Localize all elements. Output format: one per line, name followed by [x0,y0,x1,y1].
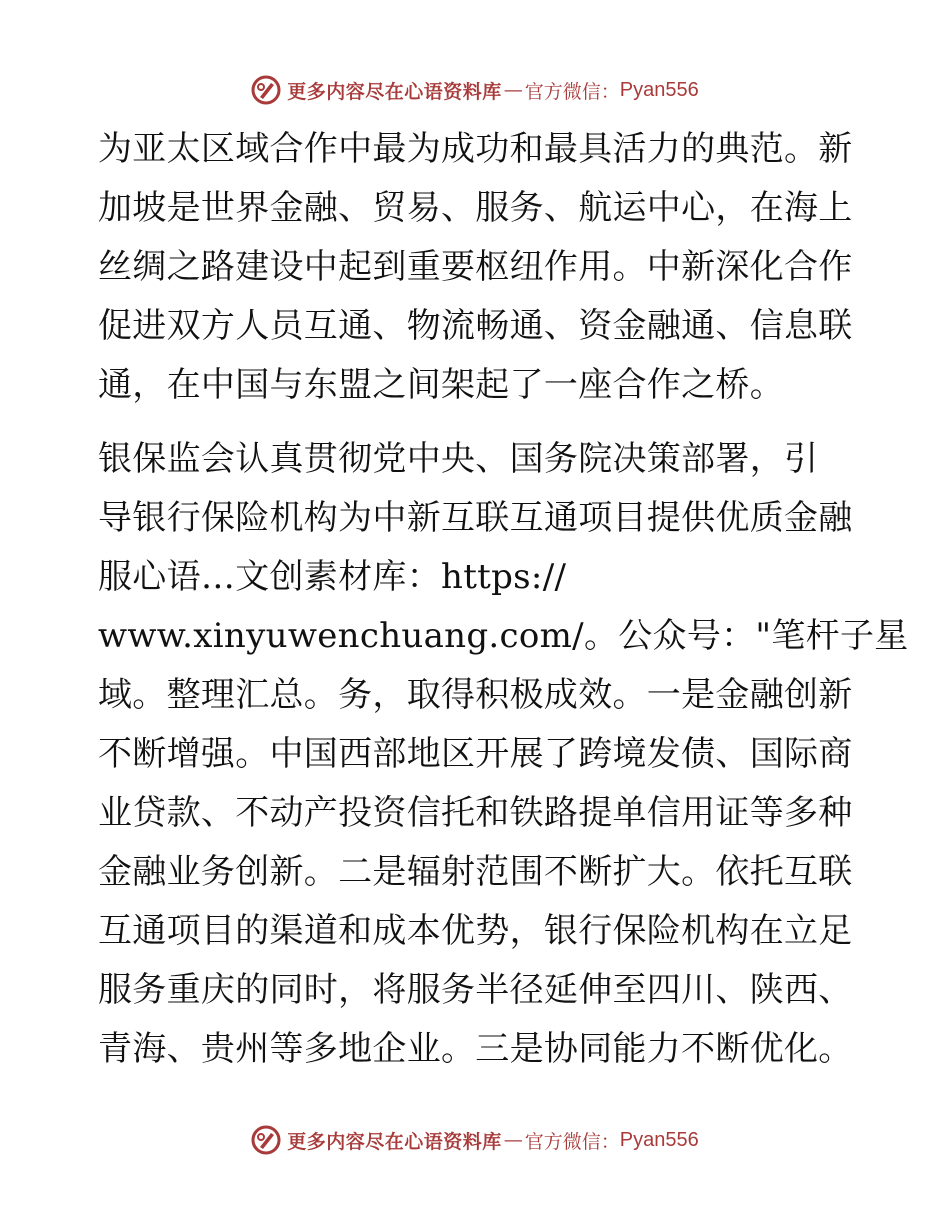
text-line: 丝绸之路建设中起到重要枢纽作用。中新深化合作 [98,247,853,287]
text-line: 金融业务创新。二是辐射范围不断扩大。依托互联 [98,852,853,892]
text-line: 导银行保险机构为中新互联互通项目提供优质金融 [98,498,853,538]
text-line: 促进双方人员互通、物流畅通、资金融通、信息联 [98,306,853,346]
header-wechat-id: Pyan556 [619,78,699,101]
document-body [98,120,909,1079]
text-line: www.xinyuwenchuang.com/。公众号："笔杆子星 [98,616,909,656]
paragraph-2 [98,430,909,1079]
footer-wechat-label: 官方微信： [524,1130,620,1153]
text-line: 为亚太区域合作中最为成功和最具活力的典范。新 [98,129,853,169]
footer-wechat-id: Pyan556 [619,1128,699,1151]
text-line: 青海、贵州等多地企业。三是协同能力不断优化。 [98,1029,853,1069]
text-line: 加坡是世界金融、贸易、服务、航运中心，在海上 [98,188,853,228]
text-line: 银保监会认真贯彻党中央、国务院决策部署，引 [98,439,819,479]
text-line: 互通项目的渠道和成本优势，银行保险机构在立足 [98,911,853,951]
text-line: 服心语…文创素材库：https:// [98,557,567,597]
paragraph-gap [98,415,858,430]
paragraph-1 [98,120,858,415]
pen-logo-icon [251,75,281,105]
text-line: 服务重庆的同时，将服务半径延伸至四川、陕西、 [98,970,853,1010]
text-line: 不断增强。中国西部地区开展了跨境发债、国际商 [98,734,853,774]
text-line: 通，在中国与东盟之间架起了一座合作之桥。 [98,365,784,405]
header-separator: — [503,79,523,101]
header-banner [0,70,950,110]
footer-banner-text: 更多内容尽在心语资料库 [287,1130,502,1153]
header-wechat-label: 官方微信： [524,80,620,103]
footer-banner [0,1120,950,1160]
footer-separator: — [503,1129,523,1151]
header-banner-text: 更多内容尽在心语资料库 [287,80,502,103]
text-line: 业贷款、不动产投资信托和铁路提单信用证等多种 [98,793,853,833]
pen-logo-icon [251,1125,281,1155]
text-line: 域。整理汇总。务，取得积极成效。一是金融创新 [98,675,853,715]
